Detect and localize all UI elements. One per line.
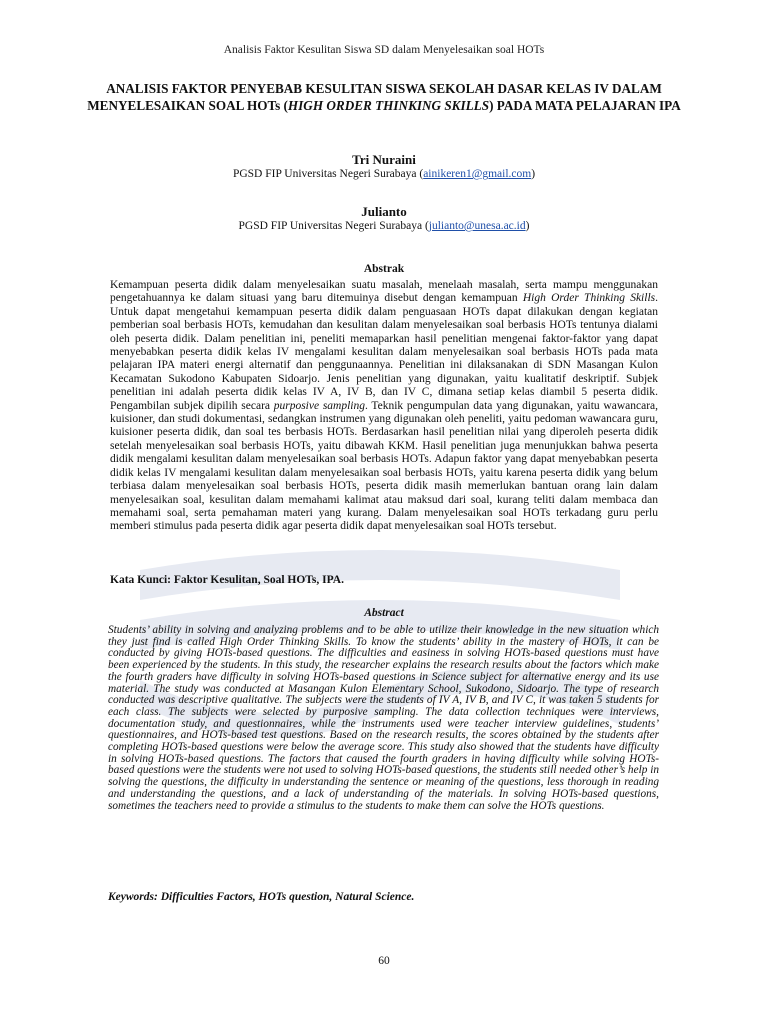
abstrak-italic-2: purposive sampling <box>273 399 365 412</box>
abstrak-text-2: . Untuk dapat mengetahui kemampuan peserta didik dalam penguasaan HOTs dapat dilakukan dengan kegiatan pemberian soal berbasis HOTs, kemudahan dan kesulitan dalam menyelesaikan soal berbasis HOTs tentunya dialami oleh peserta didik. Dalam penelitian ini, peneliti memaparkan hasil penelitian mengenai faktor-faktor yang dapat menyebabkan peserta didik kelas IV mengalami kesulitan dalam menyelesaikan soal berbasis HOTs pada mata pelajaran IPA materi energi alternatif dan penggunaannya. Penelitian ini dilaksanakan di SDN Masangan Kulon Kecamatan Sukodono Kabupaten Sidoarjo. Jenis penelitian yang digunakan, yaitu kualitatif deskriptif. Subjek penelitian ini adalah peserta didik kelas IV A, IV B, dan IV C, dimana setiap kelas diambil 5 peserta didik. Pengambilan subjek dipilih secara <box>110 292 658 412</box>
author-email-link-2[interactable]: julianto@unesa.ac.id <box>428 220 526 232</box>
abstrak-body <box>110 279 658 534</box>
abstract-body: Students’ ability in solving and analyzing problems and to be able to utilize their knowledge in the new situation which they just find is called High Order Thinking Skills. To know the students’ ability in the mastery of HOTs, it can be conducted by giving HOTs-based questions. The difficulties and easiness in solving HOTs-based questions must have been experienced by the students. In this study, the researcher explains the research results about the factors which make the fourth graders have difficulty in solving HOTs-based questions in Science subject for alternative energy and its use material. The study was conducted at Masangan Kulon Elementary School, Sukodono, Sidoarjo. The type of research conducted was descriptive qualitative. The subjects were the students of IV A, IV B, and IV C, it was taken 5 students for each class. The subjects were selected by purposive sampling. The data collection techniques were interviews, documentation study, and questionnaires, while the instruments used were teacher interview guidelines, students’ questionnaires, and HOTs-based test questions. Based on the research results, the scores obtained by the students after completing HOTs-based questions were below the average score. This study also showed that the students have difficulty in solving HOTs-based questions. The factors that caused the fourth graders in having difficulty while solving HOTs-based questions were the students were not used to solving HOTs-based questions, the students still needed other’s help in solving the questions, the difficulty in understanding the sentence or meaning of the questions, less thorough in reading and understanding the questions, and a lack of understanding of the materials. In solving HOTs-based questions, sometimes the teachers need to provide a stimulus to the students to make them can solve the HOTs questions. <box>108 624 659 812</box>
affiliation-text: PGSD FIP Universitas Negeri Surabaya ( <box>238 220 429 232</box>
abstrak-text-3: . Teknik pengumpulan data yang digunakan, yaitu wawancara, kuisioner, dan studi dokumentasi, sedangkan instrumen yang digunakan oleh peneliti, yaitu pedoman wawancara guru, kuisioner peserta didik, dan soal tes berbasis HOTs. Berdasarkan hasil penelitian nilai yang diperoleh peserta didik setelah menyelesaikan soal berbasis HOTs, yaitu dibawah KKM. Hasil penelitian juga menunjukkan bahwa peserta didik mengalami kesulitan dalam menyelesaikan soal berbasis HOTs. Adapun faktor yang dapat menyebabkan peserta didik kelas IV mengalami kesulitan dalam menyelesaikan soal berbasis HOTs, yaitu karena peserta didik yang belum terbiasa dalam menyelesaikan soal berbasis HOTs, peserta didik masih memerlukan bantuan orang lain dalam menyelesaikan soal, kesulitan dalam memahami kalimat atau maksud dari soal, kurang teliti dalam membaca dan memahami soal, serta pemahaman materi yang kurang. Dalam menyelesaikan soal HOTs terkadang guru perlu memberi stimulus pada peserta didik agar peserta didik dapat menyelesaikan soal HOTs tersebut. <box>110 399 658 533</box>
affiliation-text: PGSD FIP Universitas Negeri Surabaya ( <box>232 168 424 180</box>
affiliation-close: ) <box>531 168 536 180</box>
abstrak-keywords: Kata Kunci: Faktor Kesulitan, Soal HOTs, IPA. <box>110 574 344 586</box>
abstrak-italic-1: High Order Thinking Skills <box>522 292 656 305</box>
abstrak-heading: Abstrak <box>363 263 405 275</box>
page-number: 60 <box>378 955 390 967</box>
abstrak-text-1: Kemampuan peserta didik dalam menyelesaikan suatu masalah, menelaah masalah, serta mampu menggunakan pengetahuannya ke dalam situasi yang baru ditemuinya disebut dengan kemampuan <box>110 279 658 305</box>
author-name-2: Julianto <box>361 204 407 219</box>
title-part-2: ) PADA MATA PELAJARAN IPA <box>489 98 681 113</box>
abstract-keywords: Keywords: Difficulties Factors, HOTs question, Natural Science. <box>108 891 415 903</box>
affiliation-close: ) <box>525 220 530 232</box>
paper-title <box>70 80 698 114</box>
title-italic: HIGH ORDER THINKING SKILLS <box>287 98 490 113</box>
title-part-1: ANALISIS FAKTOR PENYEBAB KESULITAN SISWA SEKOLAH DASAR KELAS IV DALAM MENYELESAIKAN SOAL HOTs ( <box>87 81 662 113</box>
author-affiliation-2 <box>0 220 768 232</box>
author-affiliation-1 <box>0 168 768 180</box>
author-name-1: Tri Nuraini <box>352 152 416 167</box>
author-email-link-1[interactable]: ainikeren1@gmail.com <box>423 168 532 180</box>
running-header: Analisis Faktor Kesulitan Siswa SD dalam Menyelesaikan soal HOTs <box>223 44 545 56</box>
abstract-heading: Abstract <box>364 607 404 619</box>
